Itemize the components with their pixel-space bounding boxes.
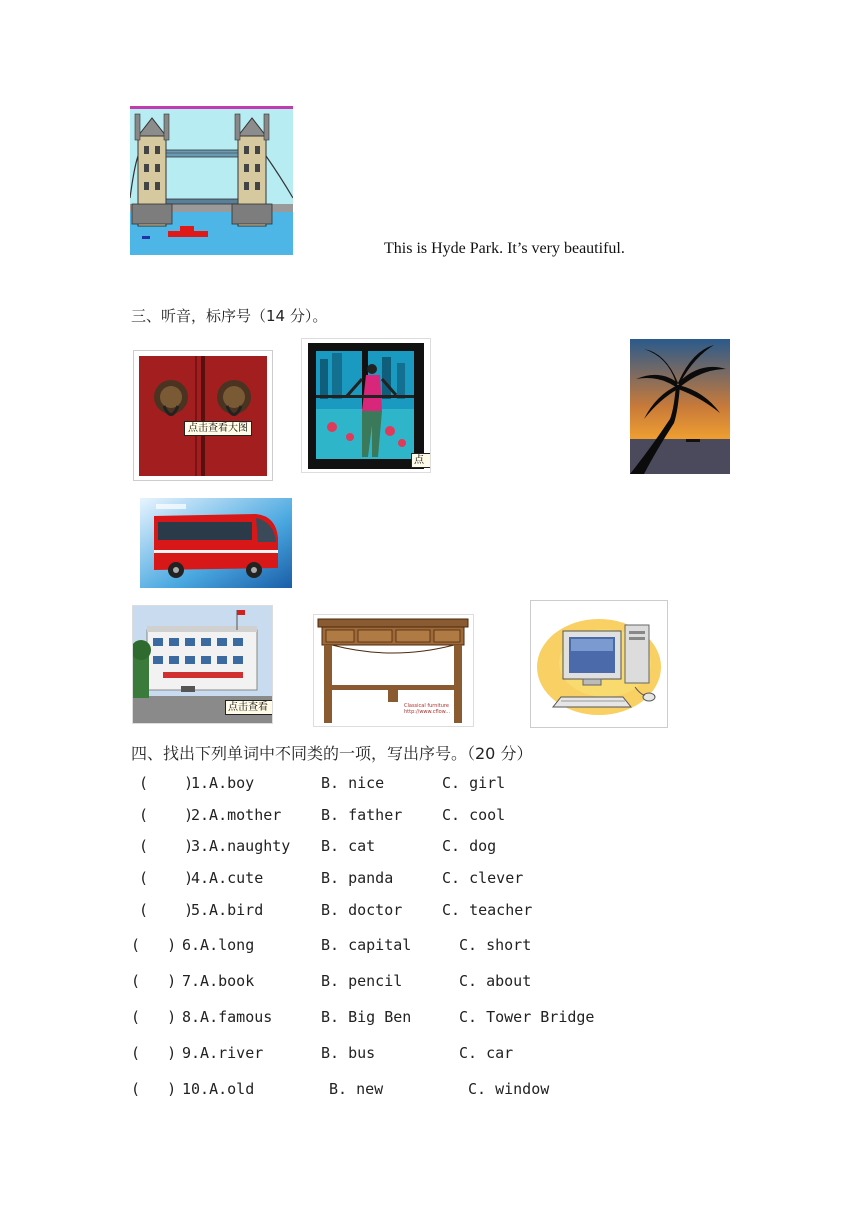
answer-blank[interactable]: ( ) xyxy=(139,837,194,855)
section-4-heading: 四、找出下列单词中不同类的一项，写出序号。（20 分） xyxy=(131,744,533,763)
view-large-tooltip[interactable]: 点击查看大图 xyxy=(184,421,252,436)
option-b: B. panda xyxy=(321,869,394,887)
option-a: 5.A.bird xyxy=(191,901,264,919)
desk-watermark: Classical furniture http://www.cflow... xyxy=(404,703,451,715)
option-c: C. car xyxy=(459,1044,514,1062)
list-item xyxy=(0,972,860,994)
option-c: C. short xyxy=(459,936,532,954)
answer-blank[interactable]: ( ) xyxy=(131,1008,177,1026)
option-a: 1.A.boy xyxy=(191,774,255,792)
option-b: B. bus xyxy=(321,1044,376,1062)
option-a: 9.A.river xyxy=(182,1044,264,1062)
answer-blank[interactable]: ( ) xyxy=(131,936,177,954)
tower-bridge-image xyxy=(130,106,293,255)
view-large-tooltip-partial[interactable]: 点 xyxy=(411,453,431,468)
answer-blank[interactable]: ( ) xyxy=(139,774,194,792)
option-b: B. doctor xyxy=(321,901,403,919)
answer-blank[interactable]: ( ) xyxy=(131,972,177,990)
option-b: B. Big Ben xyxy=(321,1008,412,1026)
option-a: 6.A.long xyxy=(182,936,255,954)
option-b: B. pencil xyxy=(321,972,403,990)
option-a: 10.A.old xyxy=(182,1080,255,1098)
hyde-park-caption: This is Hyde Park. It’s very beautiful. xyxy=(384,240,625,257)
school-building-image xyxy=(132,605,273,724)
option-c: C. Tower Bridge xyxy=(459,1008,595,1026)
window-woman-image xyxy=(301,338,431,473)
list-item xyxy=(0,1044,860,1066)
list-item xyxy=(0,837,860,859)
option-a: 4.A.cute xyxy=(191,869,264,887)
option-c: C. clever xyxy=(442,869,524,887)
option-b: B. new xyxy=(329,1080,384,1098)
answer-blank[interactable]: ( ) xyxy=(131,1044,177,1062)
answer-blank[interactable]: ( ) xyxy=(139,901,194,919)
answer-blank[interactable]: ( ) xyxy=(139,869,194,887)
option-c: C. girl xyxy=(442,774,506,792)
option-c: C. teacher xyxy=(442,901,533,919)
answer-blank[interactable]: ( ) xyxy=(139,806,194,824)
list-item xyxy=(0,901,860,923)
bus-image xyxy=(136,494,294,590)
option-c: C. about xyxy=(459,972,532,990)
list-item xyxy=(0,806,860,828)
computer-image xyxy=(530,600,668,728)
view-large-tooltip-partial[interactable]: 点击查看 xyxy=(225,700,273,715)
list-item xyxy=(0,869,860,891)
option-c: C. cool xyxy=(442,806,506,824)
option-c: C. window xyxy=(468,1080,550,1098)
list-item xyxy=(0,774,860,796)
list-item xyxy=(0,936,860,958)
answer-blank[interactable]: ( ) xyxy=(131,1080,177,1098)
desk-image xyxy=(313,614,474,727)
option-b: B. nice xyxy=(321,774,385,792)
section-3-heading: 三、听音，标序号（14 分）。 xyxy=(131,307,328,325)
option-a: 3.A.naughty xyxy=(191,837,291,855)
option-a: 7.A.book xyxy=(182,972,255,990)
door-image xyxy=(133,350,273,481)
list-item xyxy=(0,1080,860,1102)
palm-sunset-image xyxy=(630,339,730,474)
option-b: B. capital xyxy=(321,936,412,954)
option-c: C. dog xyxy=(442,837,497,855)
option-b: B. cat xyxy=(321,837,376,855)
option-a: 8.A.famous xyxy=(182,1008,273,1026)
option-b: B. father xyxy=(321,806,403,824)
option-a: 2.A.mother xyxy=(191,806,282,824)
list-item xyxy=(0,1008,860,1030)
